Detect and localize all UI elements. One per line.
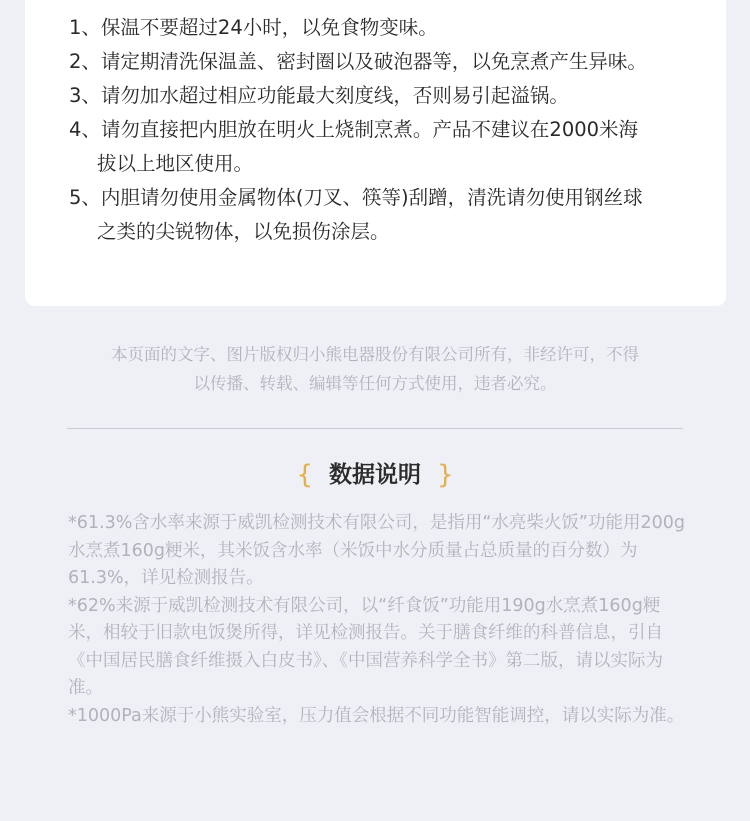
usage-note-4-line-1: 4、请勿直接把内胆放在明火上烧制烹煮。产品不建议在2000米海 xyxy=(69,118,639,141)
right-brace-ornament: } xyxy=(437,460,454,490)
copyright-line-2: 以传播、转载、编辑等任何方式使用，违者必究。 xyxy=(193,374,557,393)
data-notes xyxy=(68,510,690,730)
usage-note-5-line-1: 5、内胆请勿使用金属物体(刀叉、筷等)刮蹭，清洗请勿使用钢丝球 xyxy=(69,186,643,209)
left-brace-ornament: { xyxy=(296,460,313,490)
usage-note-1-line-1: 1、保温不要超过24小时，以免食物变味。 xyxy=(69,16,438,39)
usage-note-4-line-2: 拔以上地区使用。 xyxy=(97,152,254,175)
data-section-title: 数据说明 xyxy=(329,462,421,488)
usage-note-5 xyxy=(69,181,709,249)
section-divider xyxy=(67,428,683,429)
data-note-3: *1000Pa来源于小熊实验室，压力值会根据不同功能智能调控，请以实际为准。 xyxy=(68,705,685,726)
usage-note-5-line-2: 之类的尖锐物体，以免损伤涂层。 xyxy=(97,220,390,243)
usage-note-2 xyxy=(69,45,709,79)
usage-note-3-line-1: 3、请勿加水超过相应功能最大刻度线，否则易引起溢锅。 xyxy=(69,84,569,107)
data-note-1: *61.3%含水率来源于威凯检测技术有限公司，是指用“水亮柴火饭”功能用200g水烹煮160g粳米，其米饭含水率（米饭中水分质量占总质量的百分数）为61.3%，详见检测报告。 xyxy=(68,513,685,588)
usage-note-4 xyxy=(69,113,709,181)
usage-notes-list xyxy=(69,11,709,249)
usage-note-3 xyxy=(69,79,709,113)
data-note-2: *62%来源于威凯检测技术有限公司，以“纤食饭”功能用190g水烹煮160g粳米，相较于旧款电饭煲所得，详见检测报告。关于膳食纤维的科普信息，引自《中国居民膳食纤维摄入白皮书》、《中国营养科学全书》第二版，请以实际为准。 xyxy=(68,595,663,698)
usage-note-2-line-1: 2、请定期清洗保温盖、密封圈以及破泡器等，以免烹煮产生异味。 xyxy=(69,50,647,73)
usage-note-1 xyxy=(69,11,709,45)
copyright-line-1: 本页面的文字、图片版权归小熊电器股份有限公司所有，非经许可，不得 xyxy=(111,345,639,364)
data-section-heading xyxy=(0,456,750,494)
copyright-notice xyxy=(60,340,690,398)
